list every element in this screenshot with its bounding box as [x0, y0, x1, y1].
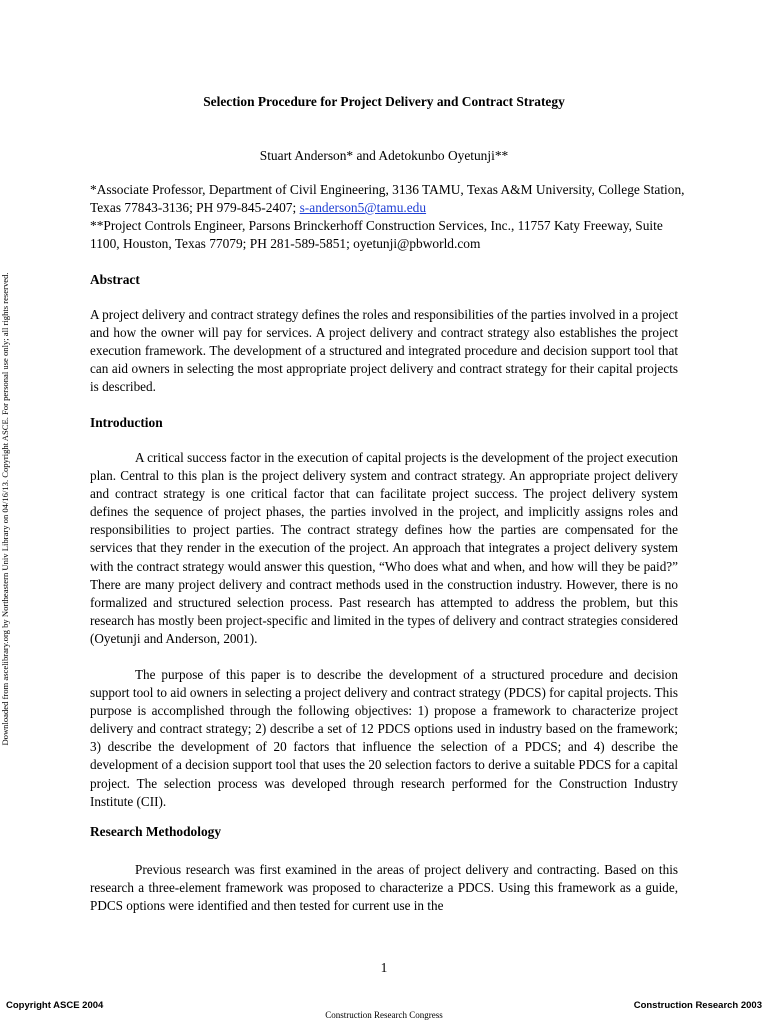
affiliation-first-text: *Associate Professor, Department of Civil Engineering, 3136 TAMU, Texas A&M University, College Station, Texas 77843-3136; PH 979-845-2407;: [90, 182, 685, 215]
abstract-heading: Abstract: [90, 272, 140, 287]
footer-copyright: Copyright ASCE 2004: [6, 1000, 104, 1011]
research-methodology-paragraph: Previous research was first examined in the areas of project delivery and contracting. Based on this research a three-element framework was proposed to characterize a PDCS. Using this framework as a guide, PDCS options were identified and then tested for current use in the: [90, 862, 678, 914]
affiliation-second: **Project Controls Engineer, Parsons Brinckerhoff Construction Services, Inc., 11757 Katy Freeway, Suite 1100, Houston, Texas 77079; PH 281-589-5851; oyetunji@pbworld.com: [90, 218, 663, 251]
author-list: Stuart Anderson* and Adetokunbo Oyetunji**: [259, 148, 509, 163]
abstract-paragraph: A project delivery and contract strategy defines the roles and responsibilities of the parties involved in a project and how the owner will pay for services. A project delivery and contract strategy also establishes the project execution framework. The development of a structured and integrated procedure and decision support tool that can aid owners in selecting the most appropriate project delivery and contract strategy for their capital projects is described.: [90, 307, 678, 395]
introduction-paragraph-2: The purpose of this paper is to describe the development of a structured procedure and decision support tool to aid owners in selecting a project delivery and contract strategy (PDCS) for capital projects. This purpose is accomplished through the following objectives: 1) propose a framework to characterize project delivery and contract strategy; 2) describe a set of 12 PDCS options used in industry based on the framework; 3) describe the development of 20 factors that influence the selection of a PDCS; and 4) describe the development of a decision support tool that uses the 20 selection factors to derive a suitable PDCS for a capital project. The selection process was developed through research performed for the Construction Industry Institute (CII).: [90, 667, 678, 809]
footer-congress: Construction Research Congress: [325, 1010, 443, 1020]
author-email-link[interactable]: s-anderson5@tamu.edu: [299, 200, 427, 215]
affiliation-first: [90, 181, 690, 217]
footer-publication: Construction Research 2003: [633, 1000, 762, 1011]
research-methodology-heading: Research Methodology: [90, 824, 222, 839]
introduction-paragraph-1: A critical success factor in the execution of capital projects is the development of the project execution plan. Central to this plan is the project delivery system and contract strategy. An appropriate project delivery and contract strategy is one critical factor that can facilitate project success. The project delivery system defines the sequence of project phases, the parties involved in the project, and implicitly assigns roles and responsibilities to project parties. The contract strategy defines how the parties are compensated for the services that they render in the execution of the project. An approach that integrates a project delivery system with the contract strategy would answer this question, “Who does what and when, and how will they be paid?” There are many project delivery and contract methods used in the construction industry. However, there is no formalized and structured selection process. Past research has attempted to address the problem, but this research has mostly been project-specific and limited in the types of delivery and contract strategies considered (Oyetunji and Anderson, 2001).: [90, 450, 678, 646]
paper-title: Selection Procedure for Project Delivery and Contract Strategy: [203, 94, 565, 109]
introduction-heading: Introduction: [90, 415, 163, 430]
page-number: 1: [380, 960, 388, 975]
download-notice: Downloaded from ascelibrary.org by Northeastern Univ Library on 04/16/13. Copyright ASCE. For personal use only; all rights reserved.: [0, 272, 10, 746]
